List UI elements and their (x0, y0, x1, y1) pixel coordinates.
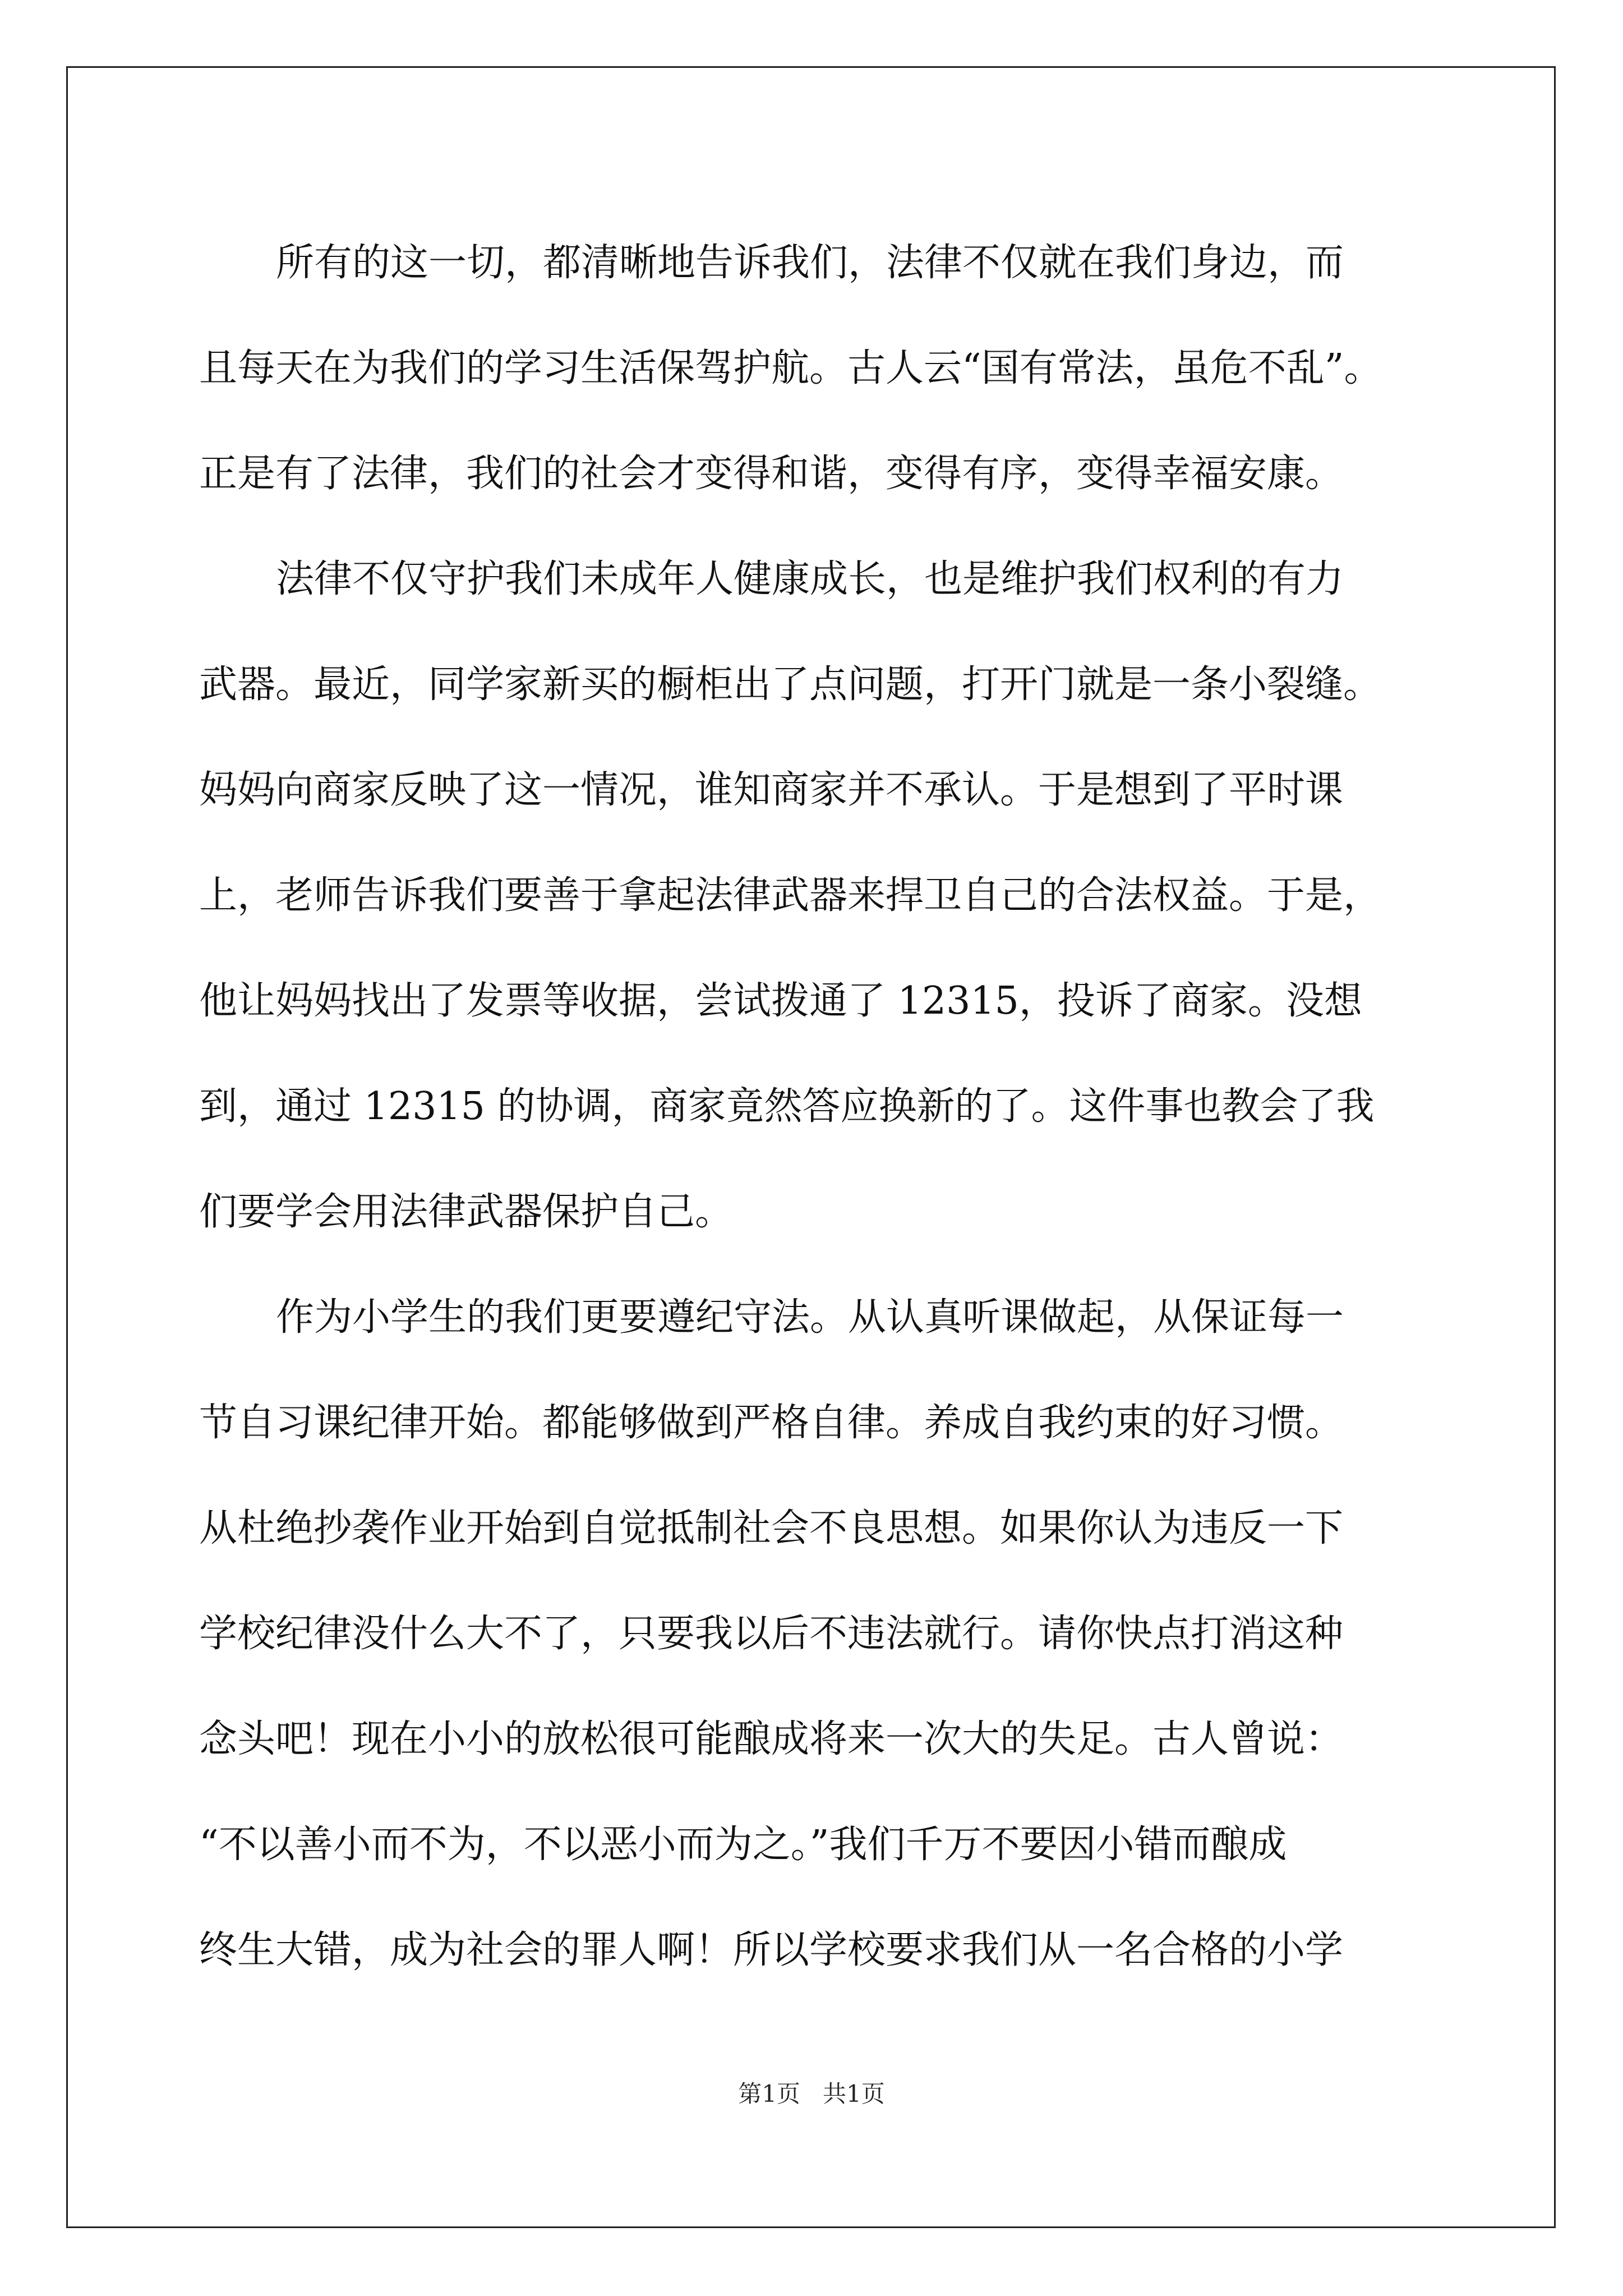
text-line: 法律不仅守护我们未成年人健康成长，也是维护我们权利的有力 (276, 557, 1344, 601)
paragraph-2 (199, 527, 1489, 1265)
text-line: “不以善小而不为，不以恶小而为之。”我们千万不要因小错而酿成 (199, 1823, 1287, 1867)
document-body (199, 210, 1489, 2003)
text-line: 妈妈向商家反映了这一情况，谁知商家并不承认。于是想到了平时课 (199, 768, 1344, 812)
text-line: 到，通过 12315 的协调，商家竟然答应换新的了。这件事也教会了我 (199, 1084, 1375, 1129)
text-line: 节自习课纪律开始。都能够做到严格自律。养成自我约束的好习惯。 (199, 1401, 1344, 1445)
page-footer: 第1页 共1页 (738, 2080, 885, 2108)
text-line: 正是有了法律，我们的社会才变得和谐，变得有序，变得幸福安康。 (199, 452, 1344, 496)
paragraph-1 (199, 210, 1489, 527)
text-line: 上，老师告诉我们要善于拿起法律武器来捍卫自己的合法权益。于是， (199, 873, 1382, 918)
text-line: 终生大错，成为社会的罪人啊！所以学校要求我们从一名合格的小学 (199, 1928, 1344, 1972)
paragraph-3 (199, 1265, 1489, 2003)
text-line: 他让妈妈找出了发票等收据，尝试拨通了 12315，投诉了商家。没想 (199, 979, 1362, 1023)
text-line: 所有的这一切，都清晰地告诉我们，法律不仅就在我们身边，而 (276, 241, 1344, 285)
text-line: 学校纪律没什么大不了，只要我以后不违法就行。请你快点打消这种 (199, 1612, 1344, 1656)
text-line: 作为小学生的我们更要遵纪守法。从认真听课做起，从保证每一 (276, 1295, 1344, 1340)
text-line: 从杜绝抄袭作业开始到自觉抵制社会不良思想。如果你认为违反一下 (199, 1506, 1344, 1550)
text-line: 念头吧！现在小小的放松很可能酿成将来一次大的失足。古人曾说： (199, 1717, 1344, 1761)
text-line: 武器。最近，同学家新买的橱柜出了点问题，打开门就是一条小裂缝。 (199, 662, 1382, 707)
text-line: 们要学会用法律武器保护自己。 (199, 1190, 734, 1234)
text-line: 且每天在为我们的学习生活保驾护航。古人云“国有常法，虽危不乱”。 (199, 346, 1382, 390)
